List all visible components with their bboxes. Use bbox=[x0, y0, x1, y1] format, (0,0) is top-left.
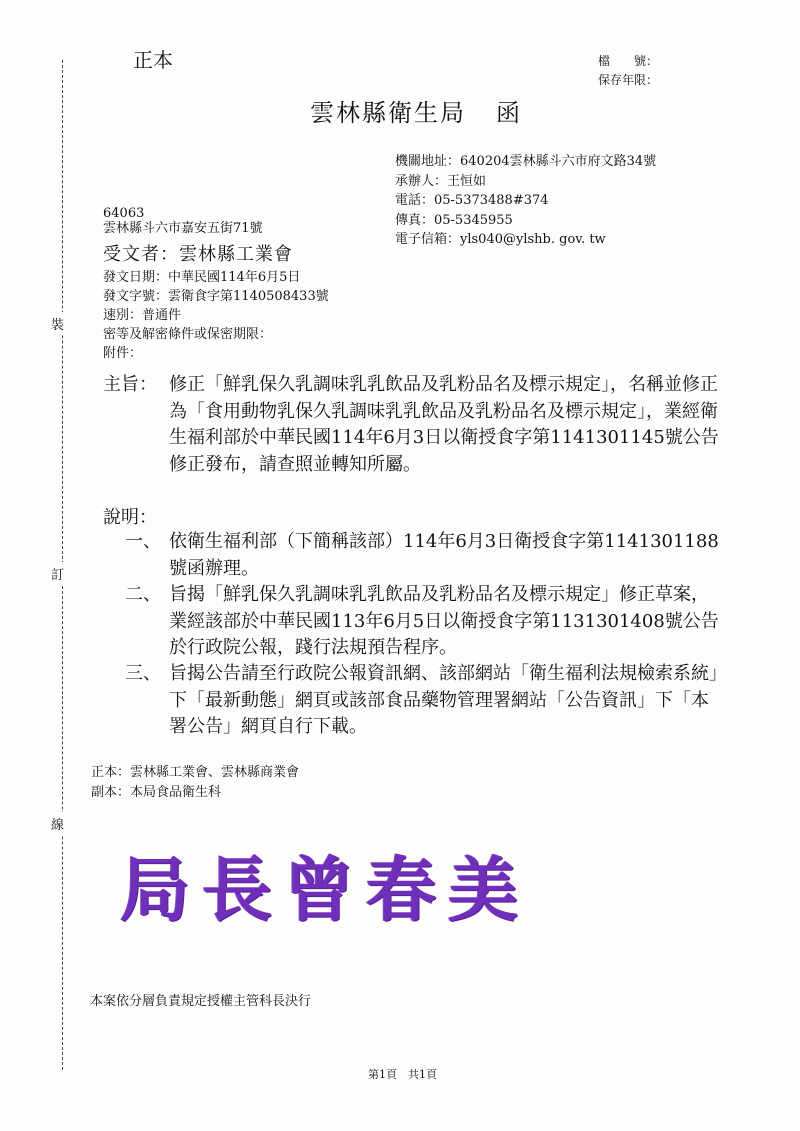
recipient-postcode: 64063 bbox=[103, 206, 145, 221]
handler: 承辦人：王恒如 bbox=[395, 173, 487, 189]
issue-date: 發文日期：中華民國114年6月5日 bbox=[103, 270, 301, 285]
fax: 傳真：05-5345955 bbox=[395, 212, 513, 228]
binding-mark-xian: 線 bbox=[51, 812, 64, 835]
item-number: 三、 bbox=[125, 663, 161, 684]
subject-text: 修正「鮮乳保久乳調味乳乳飲品及乳粉品名及標示規定」，名稱並修正為「食用動物乳保久乳調味乳乳飲品及乳粉品名及標示規定」，業經衛生福利部於中華民國114年6月3日以衛授食字第1141301145號公告修正發布，請查照並轉知所屬。 bbox=[169, 374, 719, 475]
explanation-item bbox=[125, 661, 725, 741]
item-text: 依衛生福利部（下簡稱該部）114年6月3日衛授食字第1141301188號函辦理。 bbox=[169, 531, 719, 579]
document-title bbox=[310, 93, 522, 128]
agency-address: 機關地址：640204雲林縣斗六市府文路34號 bbox=[395, 154, 657, 169]
director-seal: 局長曾春美 bbox=[120, 848, 530, 931]
issue-meta bbox=[103, 268, 329, 363]
speed-class: 速別：普通件 bbox=[103, 308, 182, 323]
item-number: 一、 bbox=[125, 531, 161, 552]
file-number: 檔 號： bbox=[598, 54, 659, 68]
explanation-item bbox=[125, 582, 725, 662]
page-number: 第1頁 共1頁 bbox=[368, 1068, 437, 1081]
document-kind: 函 bbox=[496, 99, 522, 127]
item-text: 旨揭公告請至行政院公報資訊網、該部網站「衛生福利法規檢索系統」下「最新動態」網頁或該部食品藥物管理署網站「公告資訊」下「本署公告」網頁自行下載。 bbox=[169, 663, 718, 737]
distribution-list bbox=[91, 763, 299, 803]
delegation-note: 本案依分層負責規定授權主管科長決行 bbox=[90, 994, 312, 1009]
copy-label: 正本 bbox=[133, 48, 173, 72]
item-number: 二、 bbox=[125, 584, 161, 605]
retention-period: 保存年限： bbox=[598, 73, 659, 87]
explanation-item bbox=[125, 529, 725, 582]
subject-label: 主旨： bbox=[103, 374, 157, 395]
binding-mark-ding: 訂 bbox=[51, 562, 64, 585]
archive-info bbox=[598, 52, 658, 90]
issuing-agency: 雲林縣衛生局 bbox=[310, 99, 466, 127]
explanation-label: 說明： bbox=[103, 507, 157, 528]
recipient-address: 雲林縣斗六市嘉安五街71號 bbox=[103, 221, 263, 236]
subject-section bbox=[103, 372, 723, 478]
attachments: 附件： bbox=[103, 346, 143, 361]
binding-mark-zhuang: 裝 bbox=[51, 312, 64, 335]
contact-block bbox=[395, 152, 656, 250]
email: 電子信箱：yls040@ylshb. gov. tw bbox=[395, 232, 606, 247]
document-number: 發文字號：雲衛食字第1140508433號 bbox=[103, 289, 329, 304]
item-text: 旨揭「鮮乳保久乳調味乳乳飲品及乳粉品名及標示規定」修正草案，業經該部於中華民國113年6月5日以衛授食字第1131301408號公告於行政院公報，踐行法規預告程序。 bbox=[169, 584, 719, 658]
recipient: 受文者：雲林縣工業會 bbox=[103, 244, 293, 265]
secrecy-level: 密等及解密條件或保密期限： bbox=[103, 327, 273, 342]
secondary-copy: 副本：本局食品衛生科 bbox=[91, 785, 222, 800]
phone: 電話：05-5373488#374 bbox=[395, 193, 549, 208]
recipient-address-block bbox=[103, 206, 263, 236]
primary-copy: 正本：雲林縣工業會、雲林縣商業會 bbox=[91, 765, 300, 780]
